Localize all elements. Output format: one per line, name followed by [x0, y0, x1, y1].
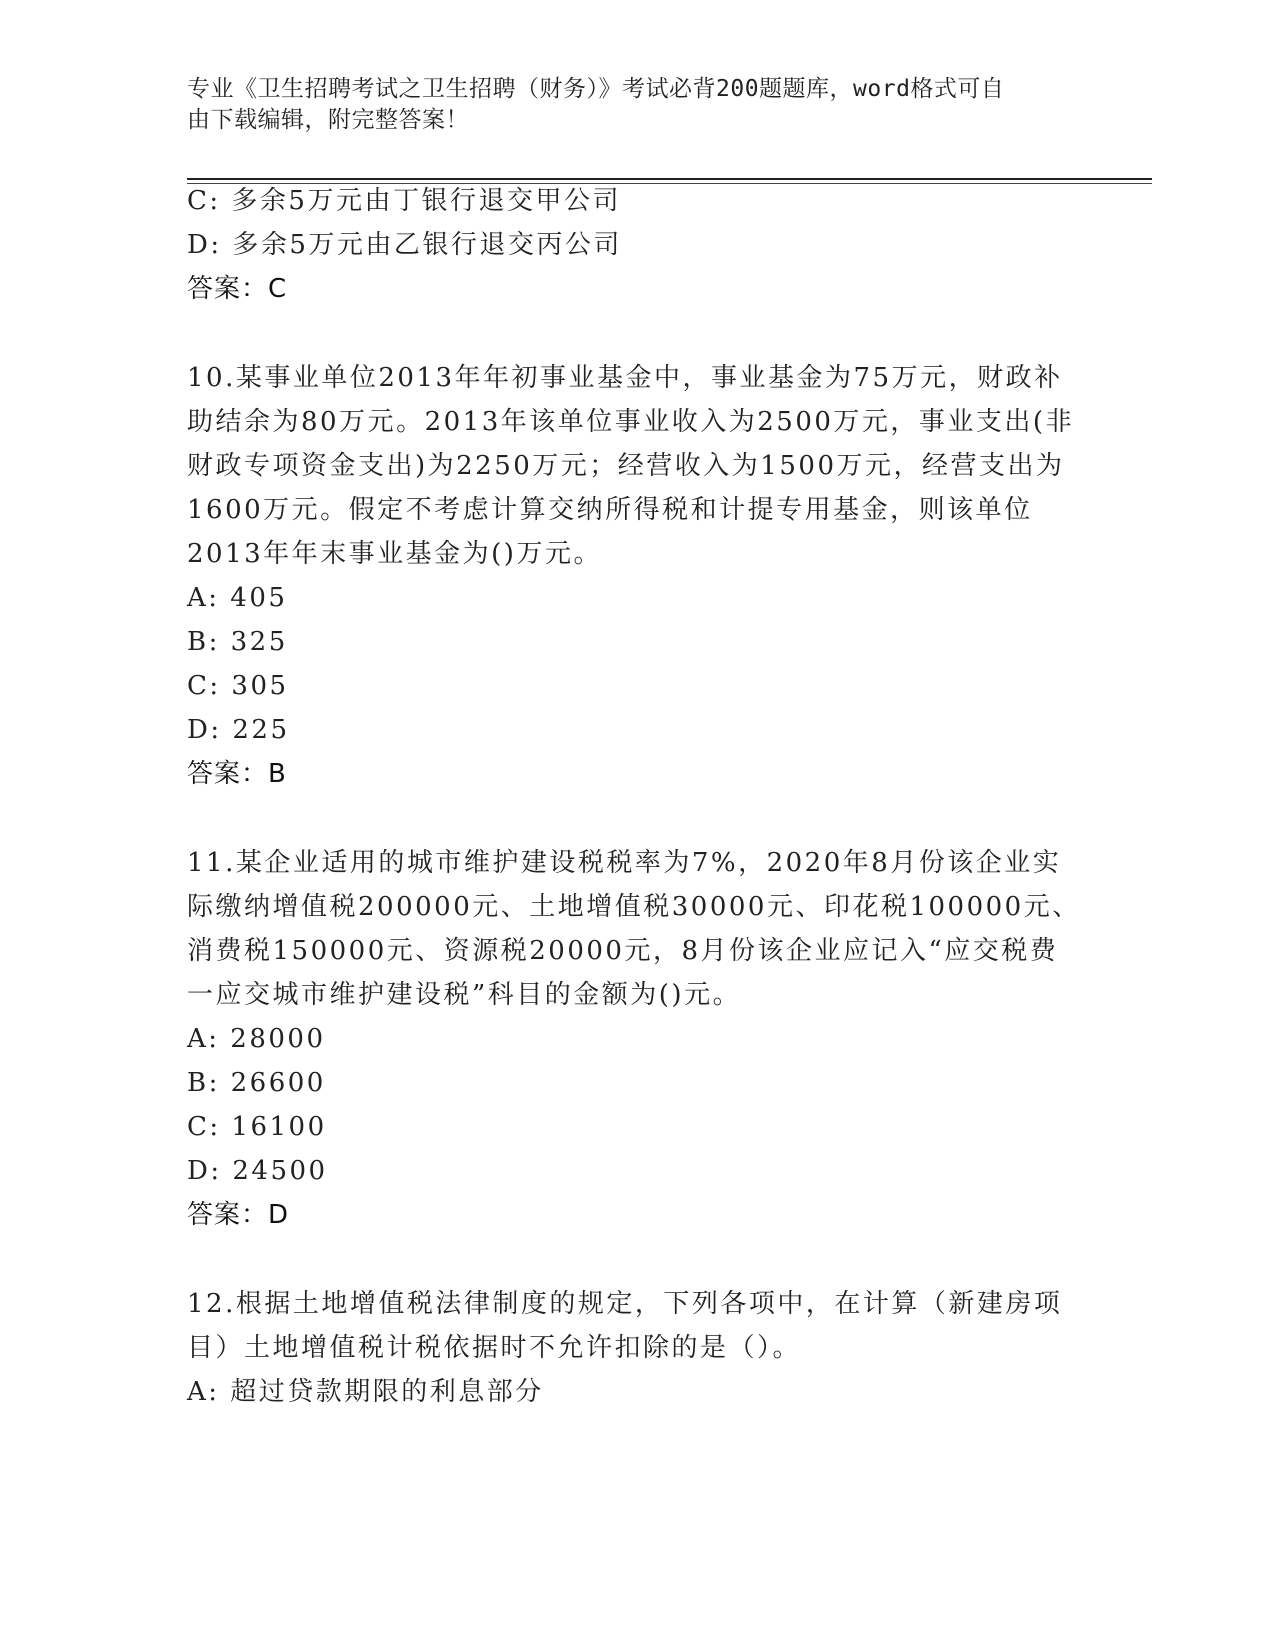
q11-stem-line-4: 一应交城市维护建设税”科目的金额为()元。: [187, 980, 742, 1010]
q11-stem-line-2: 际缴纳增值税200000元、土地增值税30000元、印花税100000元、: [187, 892, 1081, 922]
q10-option-b: B: 325: [187, 627, 288, 657]
q11-option-c: C: 16100: [187, 1112, 327, 1142]
header-line-2: 由下载编辑，附完整答案！: [187, 107, 469, 133]
q10-stem-line-5: 2013年年末事业基金为()万元。: [187, 539, 602, 569]
q10-stem-line-4: 1600万元。假定不考虑计算交纳所得税和计提专用基金，则该单位: [187, 495, 1033, 525]
q9-option-c: C: 多余5万元由丁银行退交甲公司: [187, 186, 621, 216]
q10-stem-line-1: 10.某事业单位2013年年初事业基金中，事业基金为75万元，财政补: [187, 363, 1063, 393]
q9-answer: 答案：C: [187, 274, 288, 304]
q12-stem-line-2: 目）土地增值税计税依据时不允许扣除的是（）。: [187, 1333, 802, 1363]
q11-option-d: D: 24500: [187, 1156, 328, 1186]
header-line-1: 专业《卫生招聘考试之卫生招聘（财务）》考试必背200题题库，word格式可自: [187, 76, 1005, 102]
q10-option-d: D: 225: [187, 715, 290, 745]
q11-option-b: B: 26600: [187, 1068, 326, 1098]
header-divider-thick: [187, 178, 1152, 180]
q10-answer: 答案：B: [187, 759, 287, 789]
q9-option-d: D: 多余5万元由乙银行退交丙公司: [187, 230, 622, 260]
q10-stem-line-3: 财政专项资金支出)为2250万元；经营收入为1500万元，经营支出为: [187, 451, 1065, 481]
q11-stem-line-1: 11.某企业适用的城市维护建设税税率为7%，2020年8月份该企业实: [187, 848, 1062, 878]
q11-option-a: A: 28000: [187, 1024, 326, 1054]
q11-answer: 答案：D: [187, 1200, 290, 1230]
q10-option-c: C: 305: [187, 671, 289, 701]
q12-option-a: A: 超过贷款期限的利息部分: [187, 1377, 544, 1407]
document-header: [187, 74, 1067, 136]
q10-option-a: A: 405: [187, 583, 288, 613]
q12-stem-line-1: 12.根据土地增值税法律制度的规定，下列各项中，在计算（新建房项: [187, 1289, 1063, 1319]
q10-stem-line-2: 助结余为80万元。2013年该单位事业收入为2500万元，事业支出(非: [187, 407, 1075, 437]
q11-stem-line-3: 消费税150000元、资源税20000元，8月份该企业应记入“应交税费: [187, 936, 1059, 966]
